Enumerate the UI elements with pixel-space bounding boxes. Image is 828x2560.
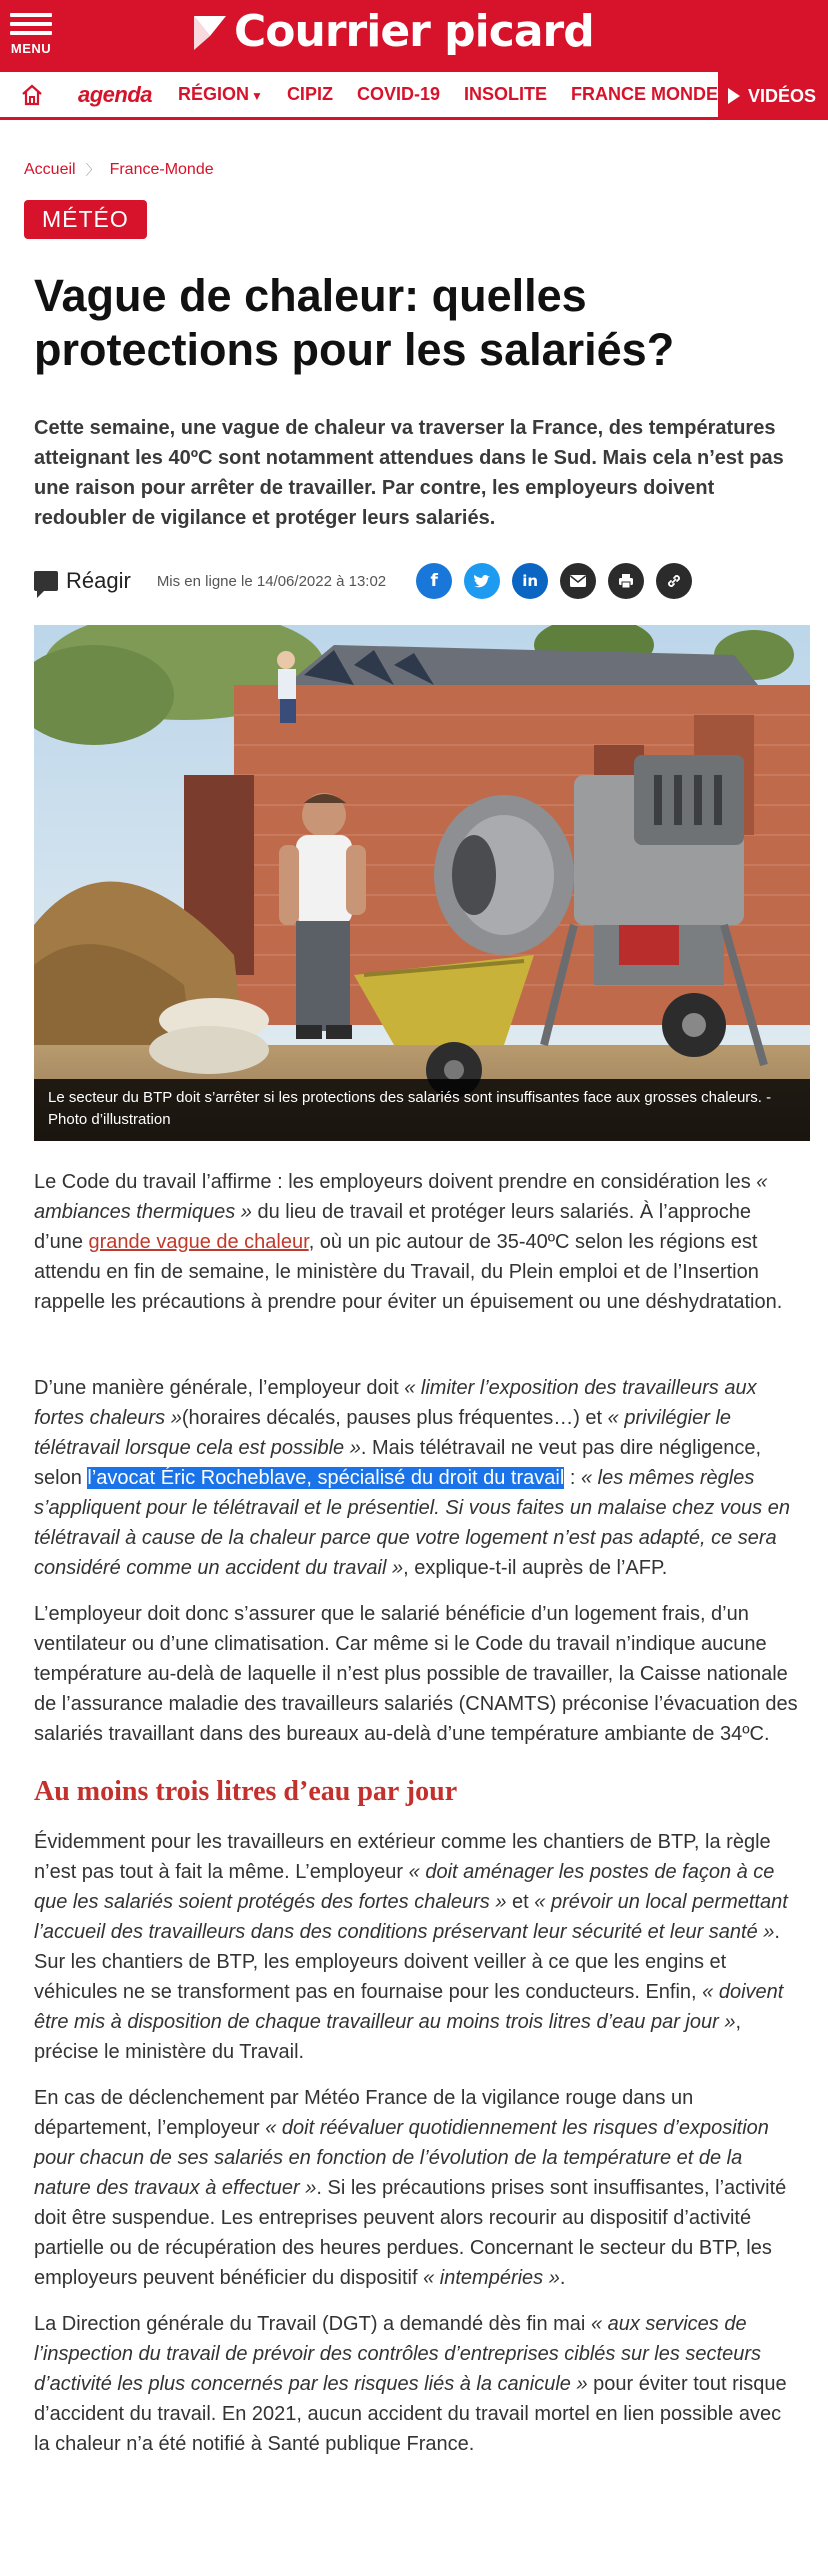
react-label: Réagir xyxy=(66,568,131,593)
section-heading: Au moins trois litres d’eau par jour xyxy=(34,1776,458,1807)
comment-icon xyxy=(34,571,58,591)
print-button[interactable] xyxy=(608,563,644,599)
article-photo xyxy=(34,625,810,1141)
construction-photo-illustration xyxy=(34,625,810,1141)
chevron-down-icon: ▼ xyxy=(251,89,263,103)
paragraph: D’une manière générale, l’employeur doit « limiter l’exposition des travailleurs aux fortes chaleurs »(horaires décalés, pauses plus fréquentes…) et « privilégier le télétravail lorsque cela est possible ». Mais télétravail ne veut pas dire négligence, selon l’avocat Éric Rocheblave, spécialisé du droit du travail : « les mêmes règles s’appliquent pour le télétravail et le présentiel. Si vous faites un malaise chez vous en télétravail à cause de la chaleur parce que votre logement n’est pas adapté, ce sera considéré comme un accident du travail », explique-t-il auprès de l’AFP. xyxy=(34,1377,790,1579)
share-facebook-button[interactable] xyxy=(416,563,452,599)
paragraph: En cas de déclenchement par Météo France de la vigilance rouge dans un département, l’employeur « doit réévaluer quotidiennement les risques d’exposition pour chacun de ses salariés en fonction de l’évolution de la température et de la nature des travaux à effectuer ». Si les précautions prises sont insuffisantes, l’activité doit être suspendue. Les entreprises peuvent alors recourir au dispositif d’activité partielle ou de récupération des heures perdues. Concernant le secteur du BTP, les employeurs peuvent bénéficier du dispositif « intempéries ». xyxy=(34,2087,787,2289)
hamburger-icon-bar xyxy=(10,22,52,26)
publish-date: Mis en ligne le 14/06/2022 à 13:02 xyxy=(156,572,387,590)
logo-flag-icon xyxy=(190,12,230,52)
page-title: Vague de chaleur: quelles protections pour les salariés? xyxy=(34,270,675,375)
hamburger-icon-bar xyxy=(10,31,52,35)
inline-link-vague-de-chaleur[interactable]: grande vague de chaleur xyxy=(88,1231,309,1253)
share-linkedin-button[interactable] xyxy=(512,563,548,599)
article-lead: Cette semaine, une vague de chaleur va traverser la France, des températures atteignant les 40ºC sont notamment attendues dans le Sud. Mais cela n’est pas une raison pour arrêter de travailler. Par contre, les employeurs doivent redoubler de vigilance et protéger leurs salariés. xyxy=(34,417,784,529)
photo-caption: Le secteur du BTP doit s’arrêter si les protections des salariés sont insuffisantes face aux grosses chaleurs. - Photo d’illustration xyxy=(34,1079,810,1141)
article-meta xyxy=(34,563,798,599)
hamburger-icon xyxy=(10,13,52,17)
copy-link-button[interactable] xyxy=(656,563,692,599)
linkedin-icon: in xyxy=(522,572,539,590)
nav-item-cipiz[interactable]: CIPIZ xyxy=(286,84,333,104)
home-icon xyxy=(20,84,44,106)
paragraph: Le Code du travail l’affirme : les employeurs doivent prendre en considération les « ambiances thermiques » du lieu de travail et protéger leurs salariés. À l’approche d’une grande vague de chaleur, où un pic autour de 35-40ºC selon les régions est attendu en fin de semaine, le ministère du Travail, du Plein emploi et de l’Insertion rappelle les précautions à prendre pour éviter un épuisement ou une déshydratation. xyxy=(34,1171,783,1313)
nav-item-france-monde[interactable]: FRANCE MONDE xyxy=(571,84,718,104)
nav-home[interactable] xyxy=(0,71,64,119)
ad-gap xyxy=(34,1317,802,1357)
facebook-icon: f xyxy=(430,571,438,591)
share-email-button[interactable] xyxy=(560,563,596,599)
paragraph: Évidemment pour les travailleurs en extérieur comme les chantiers de BTP, la règle n’est pas tout à fait la même. L’employeur « doit aménager les postes de façon à ce que les salariés soient protégés des fortes chaleurs » et « prévoir un local permettant l’accueil des travailleurs dans des conditions préservant leur sécurité et leur santé ». Sur les chantiers de BTP, les employeurs doivent veiller à ce que les engins et véhicules ne se transforment pas en fournaise pour les conducteurs. Enfin, « doivent être mis à disposition de chaque travailleur au moins trois litres d’eau par jour », précise le ministère du Travail. xyxy=(34,1831,788,2063)
nav-videos[interactable] xyxy=(718,72,828,120)
site-header xyxy=(0,0,828,120)
top-bar xyxy=(0,0,828,72)
category-badge[interactable]: MÉTÉO xyxy=(24,200,147,239)
breadcrumb-home[interactable]: Accueil xyxy=(24,161,76,178)
selected-text[interactable]: l’avocat Éric Rocheblave, spécialisé du droit du travail xyxy=(87,1467,565,1489)
paragraph: La Direction générale du Travail (DGT) a demandé dès fin mai « aux services de l’inspection du travail de prévoir des contrôles d’entreprises ciblés sur les secteurs d’activité les plus concernés par les risques liés à la canicule » pour éviter tout risque d’accident du travail. En 2021, aucun accident du travail mortel en lien possible avec la chaleur n’a été notifié à Santé publique France. xyxy=(34,2313,787,2455)
nav-item-covid[interactable]: COVID-19 xyxy=(356,84,440,104)
twitter-icon xyxy=(473,574,491,589)
nav-videos-label: VIDÉOS xyxy=(747,85,816,106)
play-icon xyxy=(728,88,740,104)
article-body xyxy=(34,1167,802,2459)
nav-item-region[interactable] xyxy=(166,84,275,105)
logo-text: Courrier picard xyxy=(234,6,594,57)
site-logo[interactable] xyxy=(190,6,594,57)
main-nav xyxy=(0,72,828,120)
menu-label: MENU xyxy=(10,41,52,56)
nav-item-label: RÉGION xyxy=(178,84,250,104)
paragraph: L’employeur doit donc s’assurer que le salarié bénéficie d’un logement frais, d’un ventilateur ou d’une climatisation. Car même si le Code du travail n’indique aucune température au-delà de laquelle il n’est plus possible de travailler, la Caisse nationale de l’assurance maladie des travailleurs salariés (CNAMTS) préconise l’évacuation des salariés travaillant dans des bureaux au-delà d’une température ambiante de 34ºC. xyxy=(34,1603,798,1745)
nav-item-insolite[interactable]: INSOLITE xyxy=(463,84,547,104)
breadcrumb xyxy=(24,160,828,180)
breadcrumb-section[interactable]: France-Monde xyxy=(109,161,214,178)
react-button[interactable] xyxy=(34,568,131,594)
share-twitter-button[interactable] xyxy=(464,563,500,599)
link-icon xyxy=(666,573,682,589)
menu-button[interactable] xyxy=(8,8,54,68)
nav-agenda[interactable]: agenda xyxy=(78,81,153,107)
email-icon xyxy=(570,575,586,587)
chevron-right-icon: 〉 xyxy=(85,162,100,178)
print-icon xyxy=(618,573,634,589)
